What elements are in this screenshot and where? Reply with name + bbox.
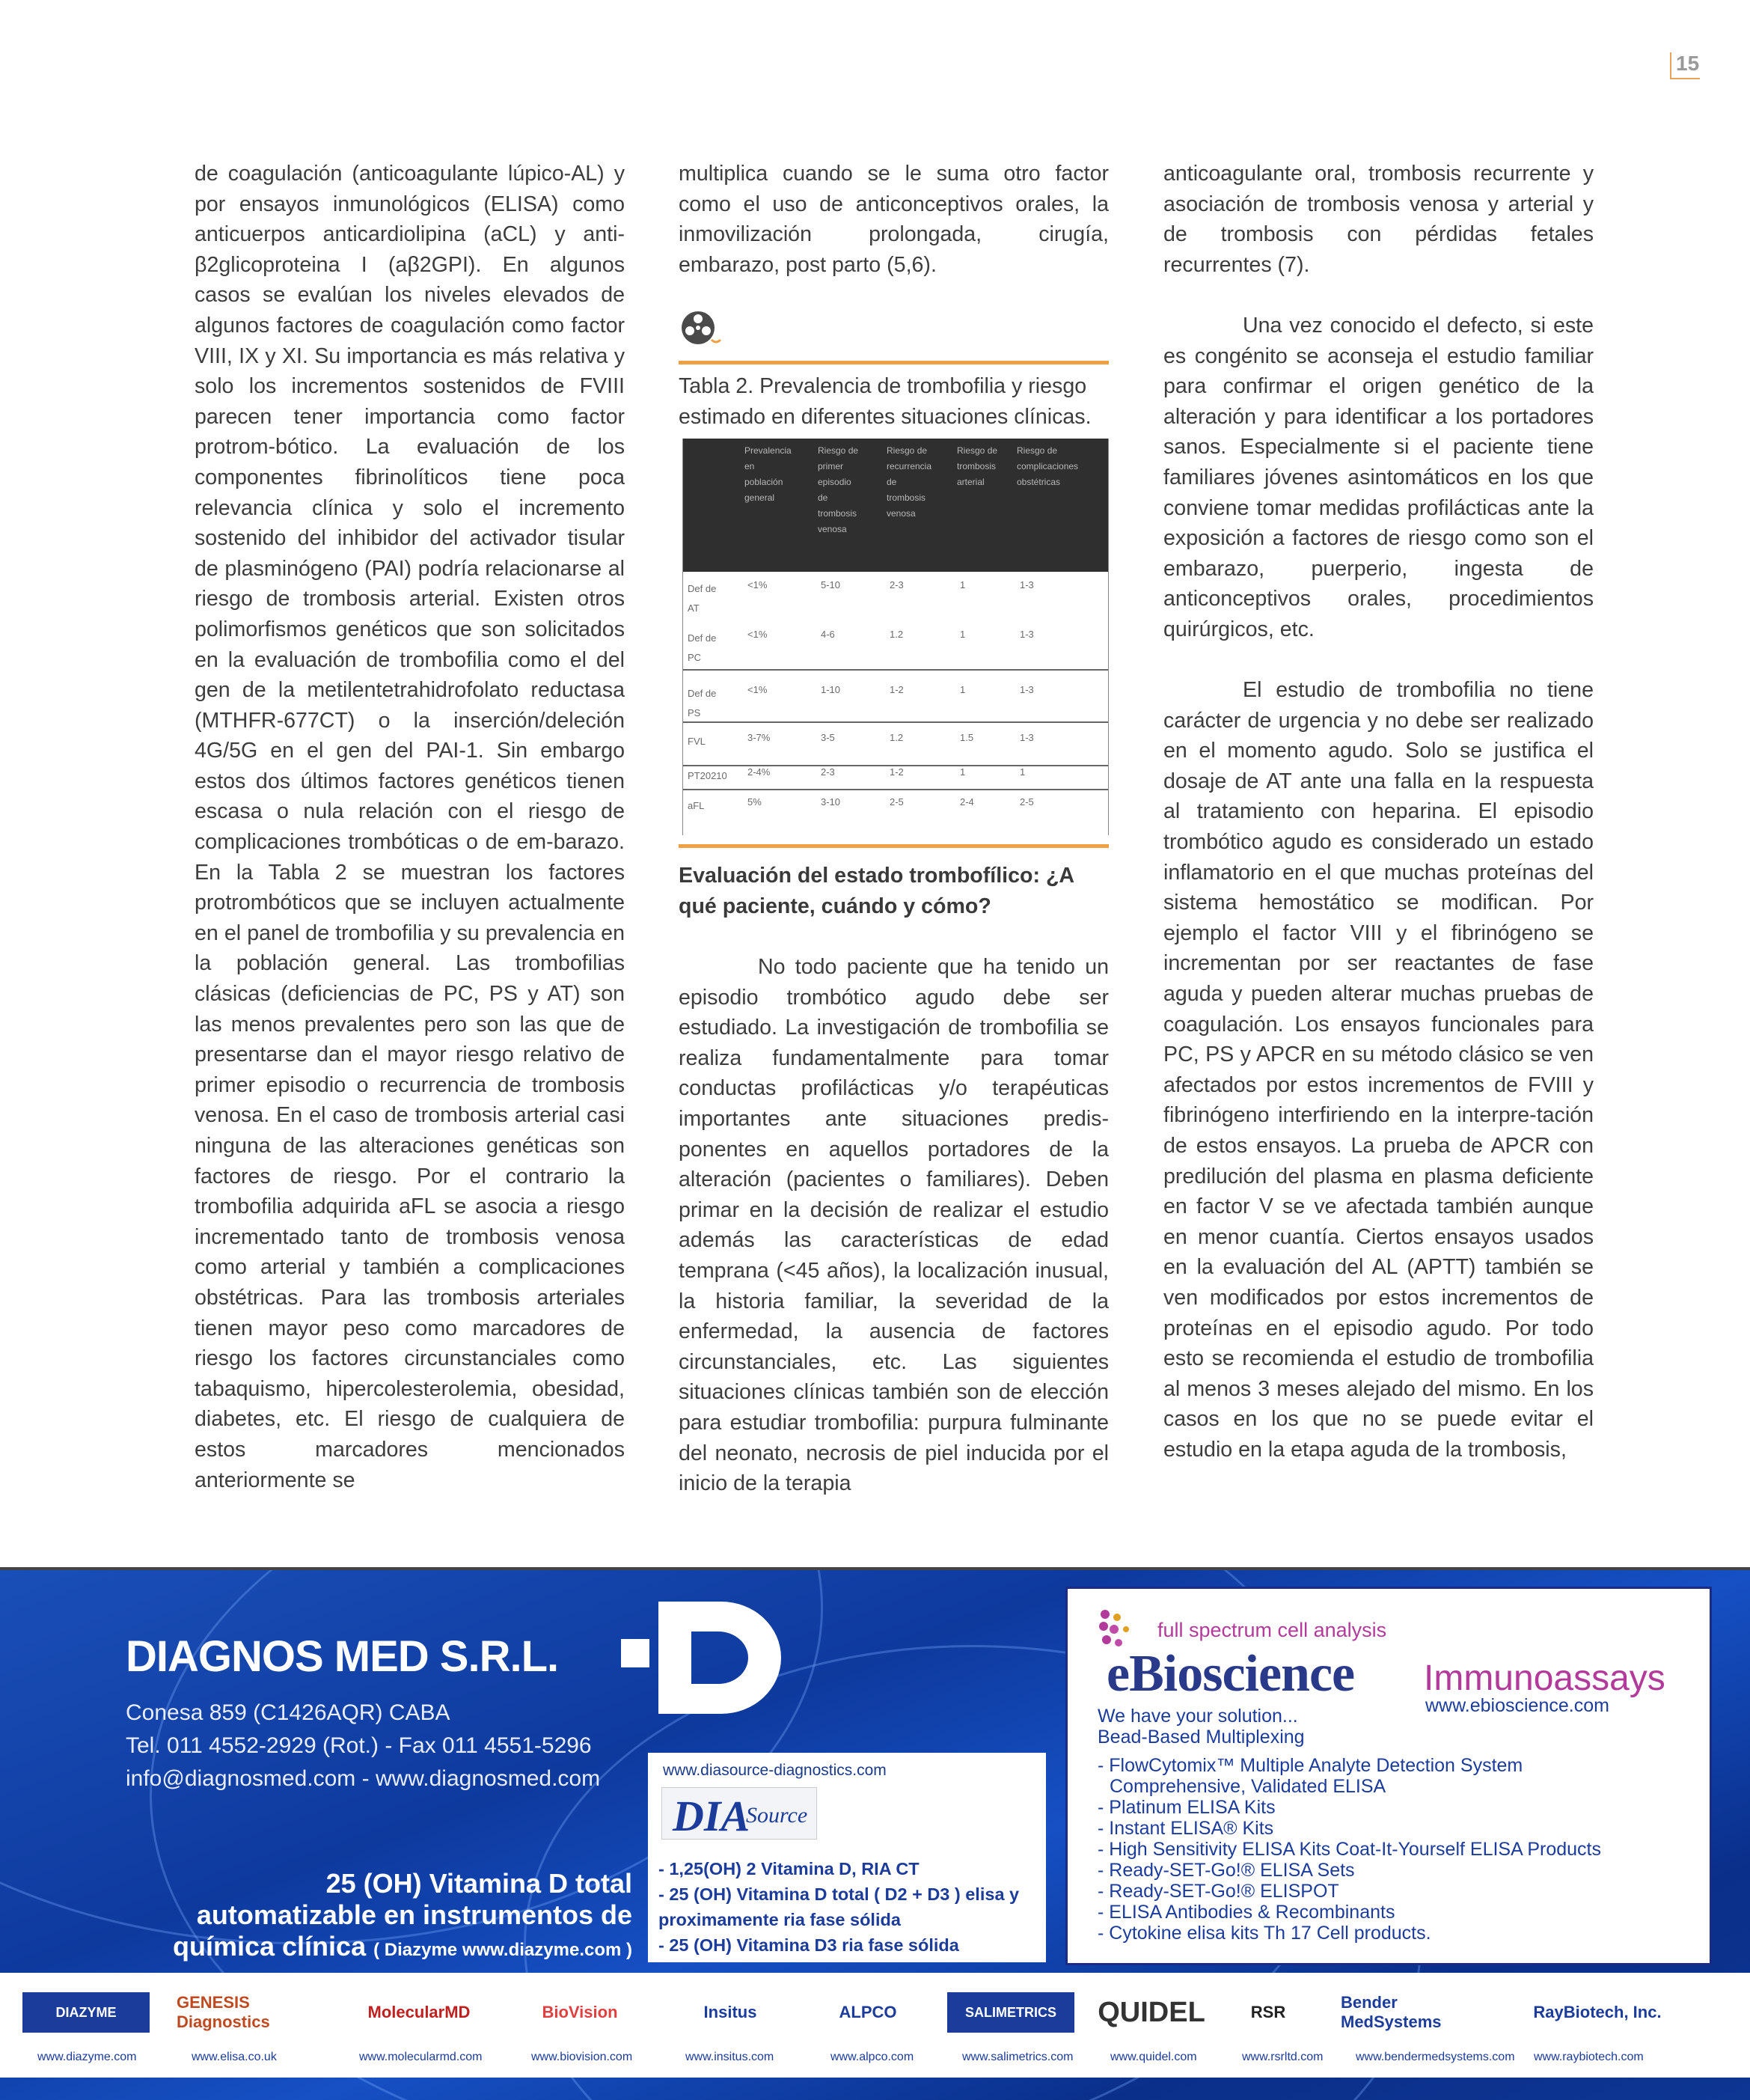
table-cell: 2-3 <box>890 579 904 590</box>
list-item: - FlowCytomix™ Multiple Analyte Detection System <box>1098 1755 1523 1776</box>
company-name: DIAGNOS MED S.R.L. <box>126 1632 559 1681</box>
table-cell: 2-5 <box>1020 796 1034 808</box>
table-row-label: Def de PS <box>688 688 717 718</box>
list-item: - Instant ELISA® Kits <box>1098 1818 1274 1839</box>
list-item: - 25 (OH) Vitamina D3 ria fase sólida <box>658 1935 959 1955</box>
text-column-1 <box>195 159 625 1495</box>
sponsor-logo[interactable]: Insitus <box>703 2003 757 2021</box>
table-cell: 1 <box>960 629 966 640</box>
promo-note: ( Diazyme www.diazyme.com ) <box>373 1940 632 1960</box>
table-header-cell: Riesgo de complicaciones obstétricas <box>1017 445 1079 487</box>
table-cell: 1-3 <box>1020 579 1034 590</box>
sponsor-logo[interactable]: BioVision <box>542 2003 618 2021</box>
table-header-cell: Riesgo de trombosis arterial <box>957 445 998 487</box>
list-item: - 1,25(OH) 2 Vitamina D, RIA CT <box>658 1859 920 1878</box>
company-address: Conesa 859 (C1426AQR) CABA <box>126 1700 450 1725</box>
table-cell: 3-5 <box>821 732 835 743</box>
sponsor-url[interactable]: www.raybiotech.com <box>1534 2051 1644 2063</box>
paragraph: anticoagulante oral, trombosis recurrente y asociación de trombosis venosa y arterial y de trombosis con pérdidas fetales recurrentes (7). <box>1163 162 1594 277</box>
table-cell: 1-2 <box>890 684 904 695</box>
table-header <box>683 439 1108 572</box>
sponsor-url[interactable]: www.biovision.com <box>531 2051 633 2063</box>
table-row-label: FVL <box>688 736 706 747</box>
table-cell: 3-7% <box>747 732 771 743</box>
table-cell: 5-10 <box>821 579 841 590</box>
table-row-label: Def de PC <box>688 632 717 663</box>
list-item: - 25 (OH) Vitamina D total ( D2 + D3 ) elisa y <box>658 1884 1020 1904</box>
table-cell: <1% <box>747 684 768 695</box>
sponsor-url[interactable]: www.diazyme.com <box>37 2051 137 2063</box>
paragraph: multiplica cuando se le suma otro factor como el uso de anticonceptivos orales, la inmovilización prolongada, cirugía, embarazo, post parto (5,6). <box>679 162 1109 277</box>
table-cell: 1 <box>960 684 966 695</box>
table-row-label: aFL <box>688 800 705 811</box>
sponsor-logos-bar <box>0 1973 1750 2078</box>
diasource-logo-script: Source <box>746 1803 808 1828</box>
vitamin-d-promo <box>112 1868 632 1966</box>
table-cell: 2-3 <box>821 766 835 778</box>
table-cell: 2-5 <box>890 796 904 808</box>
company-contact-link[interactable]: info@diagnosmed.com - www.diagnosmed.com <box>126 1766 601 1791</box>
text-column-2 <box>679 159 1109 280</box>
list-item: - Cytokine elisa kits Th 17 Cell products. <box>1098 1923 1431 1944</box>
solution-line: We have your solution... <box>1098 1706 1298 1727</box>
table-cell: 2-4 <box>960 796 974 808</box>
sponsor-url[interactable]: www.quidel.com <box>1110 2051 1197 2063</box>
table-cell: 1-3 <box>1020 629 1034 640</box>
table-cell: 2-4% <box>747 766 771 778</box>
table-cell: 1.2 <box>890 732 904 743</box>
table-cell: 1.2 <box>890 629 904 640</box>
section-heading: Evaluación del estado trombofílico: ¿A qué paciente, cuándo y cómo? <box>679 864 1074 918</box>
sponsor-logo[interactable]: DIAZYME <box>22 1992 150 2033</box>
sponsor-url[interactable]: www.rsrltd.com <box>1242 2051 1324 2063</box>
table-row-divider <box>683 721 1108 723</box>
list-item: Comprehensive, Validated ELISA <box>1110 1776 1386 1797</box>
paragraph: de coagulación (anticoagulante lúpico-AL) y por ensayos inmunológicos (ELISA) como anticuerpos anticardiolipina (aCL) y anti-β2glicoproteina I (aβ2GPI). En algunos casos se evalúan los niveles elevados de algunos factores de coagulación como factor VIII, IX y XI. Su importancia es más relativa y solo los incrementos sostenidos de FVIII parecen tener importancia como factor protrom-bótico. La evaluación de los componentes fibrinolíticos tiene poca relevancia clínica y solo el incremento sostenido del inhibidor del activador tisular de plasminógeno (PAI) podría relacionarse al riesgo de trombosis arterial. Existen otros polimorfismos genéticos que son solicitados en la evaluación de trombofilia como el del gen de la metilentetrahidrofolato reductasa (MTHFR-677CT) o la inserción/deleción 4G/5G en el gen del PAI-1. Sin embargo estos dos últimos factores genéticos tienen escasa o nula relación con el riesgo de complicaciones trombóticas o de em-barazo. En la Tabla 2 se muestran los factores protrombóticos que se incluyen actualmente en el panel de trombofilia y su prevalencia en la población general. Las trombofilias clásicas (deficiencias de PC, PS y AT) son las menos prevalentes pero son las que de presentarse dan el mayor riesgo relativo de primer episodio o recurrencia de trombosis venosa. En el caso de trombosis arterial casi ninguna de las alteraciones genéticas son factores de riesgo. Por el contrario la trombofilia adquirida aFL se asocia a riesgo incrementado tanto de trombosis venosa como arterial y también a complicaciones obstétricas. Para las trombosis arteriales tienen mayor peso como marcadores de riesgo los factores circunstanciales como tabaquismo, hipercolesterolemia, obesidad, diabetes, etc. El riesgo de cualquiera de estos marcadores mencionados anteriormente se <box>195 162 625 1492</box>
ebioscience-solution <box>1098 1706 1305 1748</box>
sponsor-url[interactable]: www.alpco.com <box>830 2051 914 2063</box>
text-column-2-continued <box>679 952 1109 1499</box>
promo-line-2: automatizable en instrumentos de <box>196 1899 632 1930</box>
table-row-label: Def de AT <box>688 583 717 614</box>
ebioscience-tagline: full spectrum cell analysis <box>1157 1619 1387 1641</box>
table-cell: 4-6 <box>821 629 835 640</box>
sponsor-url[interactable]: www.molecularmd.com <box>359 2051 483 2063</box>
immunoassays-heading: Immunoassays <box>1424 1658 1665 1698</box>
film-reel-icon <box>679 307 723 352</box>
table-cell: 1 <box>960 766 966 778</box>
diasource-box <box>648 1753 1046 1962</box>
sponsor-logo[interactable]: RSR <box>1250 2003 1286 2021</box>
diasource-url[interactable]: www.diasource-diagnostics.com <box>663 1762 887 1779</box>
table-cell: 1 <box>1020 766 1026 778</box>
sponsor-logo[interactable]: QUIDEL <box>1098 1996 1205 2028</box>
sponsor-url[interactable]: www.bendermedsystems.com <box>1356 2051 1515 2063</box>
table-cell: 5% <box>747 796 762 808</box>
diasource-logo <box>661 1787 817 1840</box>
table-header-cell: Riesgo de recurrencia de trombosis venosa <box>887 445 932 519</box>
ebioscience-url[interactable]: www.ebioscience.com <box>1425 1695 1609 1716</box>
table-cell: 3-10 <box>821 796 841 808</box>
ebioscience-box <box>1065 1587 1712 1965</box>
table-cell: 1-10 <box>821 684 841 695</box>
paragraph: El estudio de trombofilia no tiene carácter de urgencia y no debe ser realizado en el momento agudo. Solo se justifica el dosaje de AT ante una falla en la respuesta al tratamiento con heparina. El episodio trombótico agudo es considerado un estado inflamatorio en el que muchas proteínas del sistema hemostático se modifican. Por ejemplo el factor VIII y el fibrinógeno se incrementan por ser reactantes de fase aguda y pueden alterar muchas pruebas de coagulación. Los ensayos funcionales para PC, PS y APCR en su método clásico se ven afectados por estos incrementos de FVIII y fibrinógeno interfiriendo en la interpre-tación de estos ensayos. La prueba de APCR con predilución del plasma en plasma deficiente en factor V se ve afectada también aunque en menor cuantía. Ciertos ensayos usados en la evaluación del AL (APTT) también se ven modificados por estos incrementos de proteínas en el episodio agudo. Por todo esto se recomienda el estudio de trombofilia al menos 3 meses alejado del mismo. En los casos en los que no se puede evitar el estudio en la etapa aguda de la trombosis, <box>1163 678 1594 1462</box>
table-cell: 1 <box>960 579 966 590</box>
sponsor-logo[interactable]: Bender MedSystems <box>1341 1993 1442 2031</box>
sponsor-url[interactable]: www.salimetrics.com <box>962 2051 1074 2063</box>
paragraph: Una vez conocido el defecto, si este es congénito se aconseja el estudio familiar para confirmar el origen genético de la alteración y para identificar a los portadores sanos. Especialmente si el paciente tiene familiares jóvenes asintomáticos en los que conviene tomar medidas profilácticas ante la exposición a factores de riesgo como son el embarazo, puerperio, ingesta de anticonceptivos orales, procedimientos quirúrgicos, etc. <box>1163 313 1594 641</box>
promo-line-3: química clínica <box>172 1931 367 1962</box>
caption-top-rule <box>679 361 1109 364</box>
promo-line-1: 25 (OH) Vitamina D total <box>325 1868 632 1899</box>
table-bottom-rule <box>679 844 1109 848</box>
table-cell: 1.5 <box>960 732 974 743</box>
table-header-cell: Prevalencia en población general <box>744 445 792 503</box>
list-item: - ELISA Antibodies & Recombinants <box>1098 1902 1395 1923</box>
table-header-cell: Riesgo de primer episodio de trombosis venosa <box>818 445 859 534</box>
solution-line: Bead-Based Multiplexing <box>1098 1727 1305 1748</box>
prevalence-table <box>682 439 1109 835</box>
ebioscience-logo-text: eBioscience <box>1107 1645 1355 1703</box>
page-number: 15 <box>1670 52 1700 79</box>
table-row-label: PT20210 <box>688 770 727 781</box>
table-cell: <1% <box>747 629 768 640</box>
diasource-product-list <box>658 1856 1019 1958</box>
sponsor-logo[interactable]: RayBiotech, Inc. <box>1533 2003 1662 2021</box>
list-item: - High Sensitivity ELISA Kits Coat-It-Yourself ELISA Products <box>1098 1839 1601 1860</box>
ebioscience-product-list <box>1098 1755 1601 1944</box>
text-column-3 <box>1163 159 1594 1465</box>
table-cell: <1% <box>747 579 768 590</box>
table-caption: Tabla 2. Prevalencia de trombofilia y riesgo estimado en diferentes situaciones clínicas. <box>679 374 1092 429</box>
sponsor-url[interactable]: www.elisa.co.uk <box>192 2051 277 2063</box>
company-phone: Tel. 011 4552-2929 (Rot.) - Fax 011 4551-5296 <box>126 1733 592 1758</box>
table-cell: 1-2 <box>890 766 904 778</box>
list-item: - Platinum ELISA Kits <box>1098 1797 1276 1818</box>
list-item: - Ready-SET-Go!® ELISPOT <box>1098 1881 1339 1902</box>
paragraph: No todo paciente que ha tenido un episodio trombótico agudo debe ser estudiado. La investigación de trombofilia se realiza fundamentalmente para tomar conductas profilácticas y/o terapéuticas importantes ante situaciones predis-ponentes en aquellos portadores de la alteración (pacientes o familiares). Deben primar en la decisión de realizar el estudio además las características de edad temprana (<45 años), la localización inusual, la historia familiar, la severidad de la enfermedad, la ausencia de factores circunstanciales, etc. Las siguientes situaciones clínicas también son de elección para estudiar trombofilia: purpura fulminante del neonato, necrosis de piel inducida por el inicio de la terapia <box>679 955 1109 1496</box>
sponsor-logo[interactable]: GENESIS Diagnostics <box>177 1993 270 2031</box>
table-cell: 1-3 <box>1020 684 1034 695</box>
table-cell: 1-3 <box>1020 732 1034 743</box>
table-row-divider <box>683 789 1108 790</box>
diasource-logo-main: DIA <box>673 1792 750 1840</box>
sponsor-logo[interactable]: MolecularMD <box>367 2003 471 2021</box>
sponsor-logo[interactable]: SALIMETRICS <box>947 1992 1074 2033</box>
sponsor-logo[interactable]: ALPCO <box>839 2003 897 2021</box>
list-item: proximamente ria fase sólida <box>658 1910 901 1929</box>
sponsor-url[interactable]: www.insitus.com <box>685 2051 774 2063</box>
list-item: - Ready-SET-Go!® ELISA Sets <box>1098 1860 1355 1881</box>
table-row-divider <box>683 669 1108 671</box>
diagnos-id-logo <box>621 1602 793 1714</box>
